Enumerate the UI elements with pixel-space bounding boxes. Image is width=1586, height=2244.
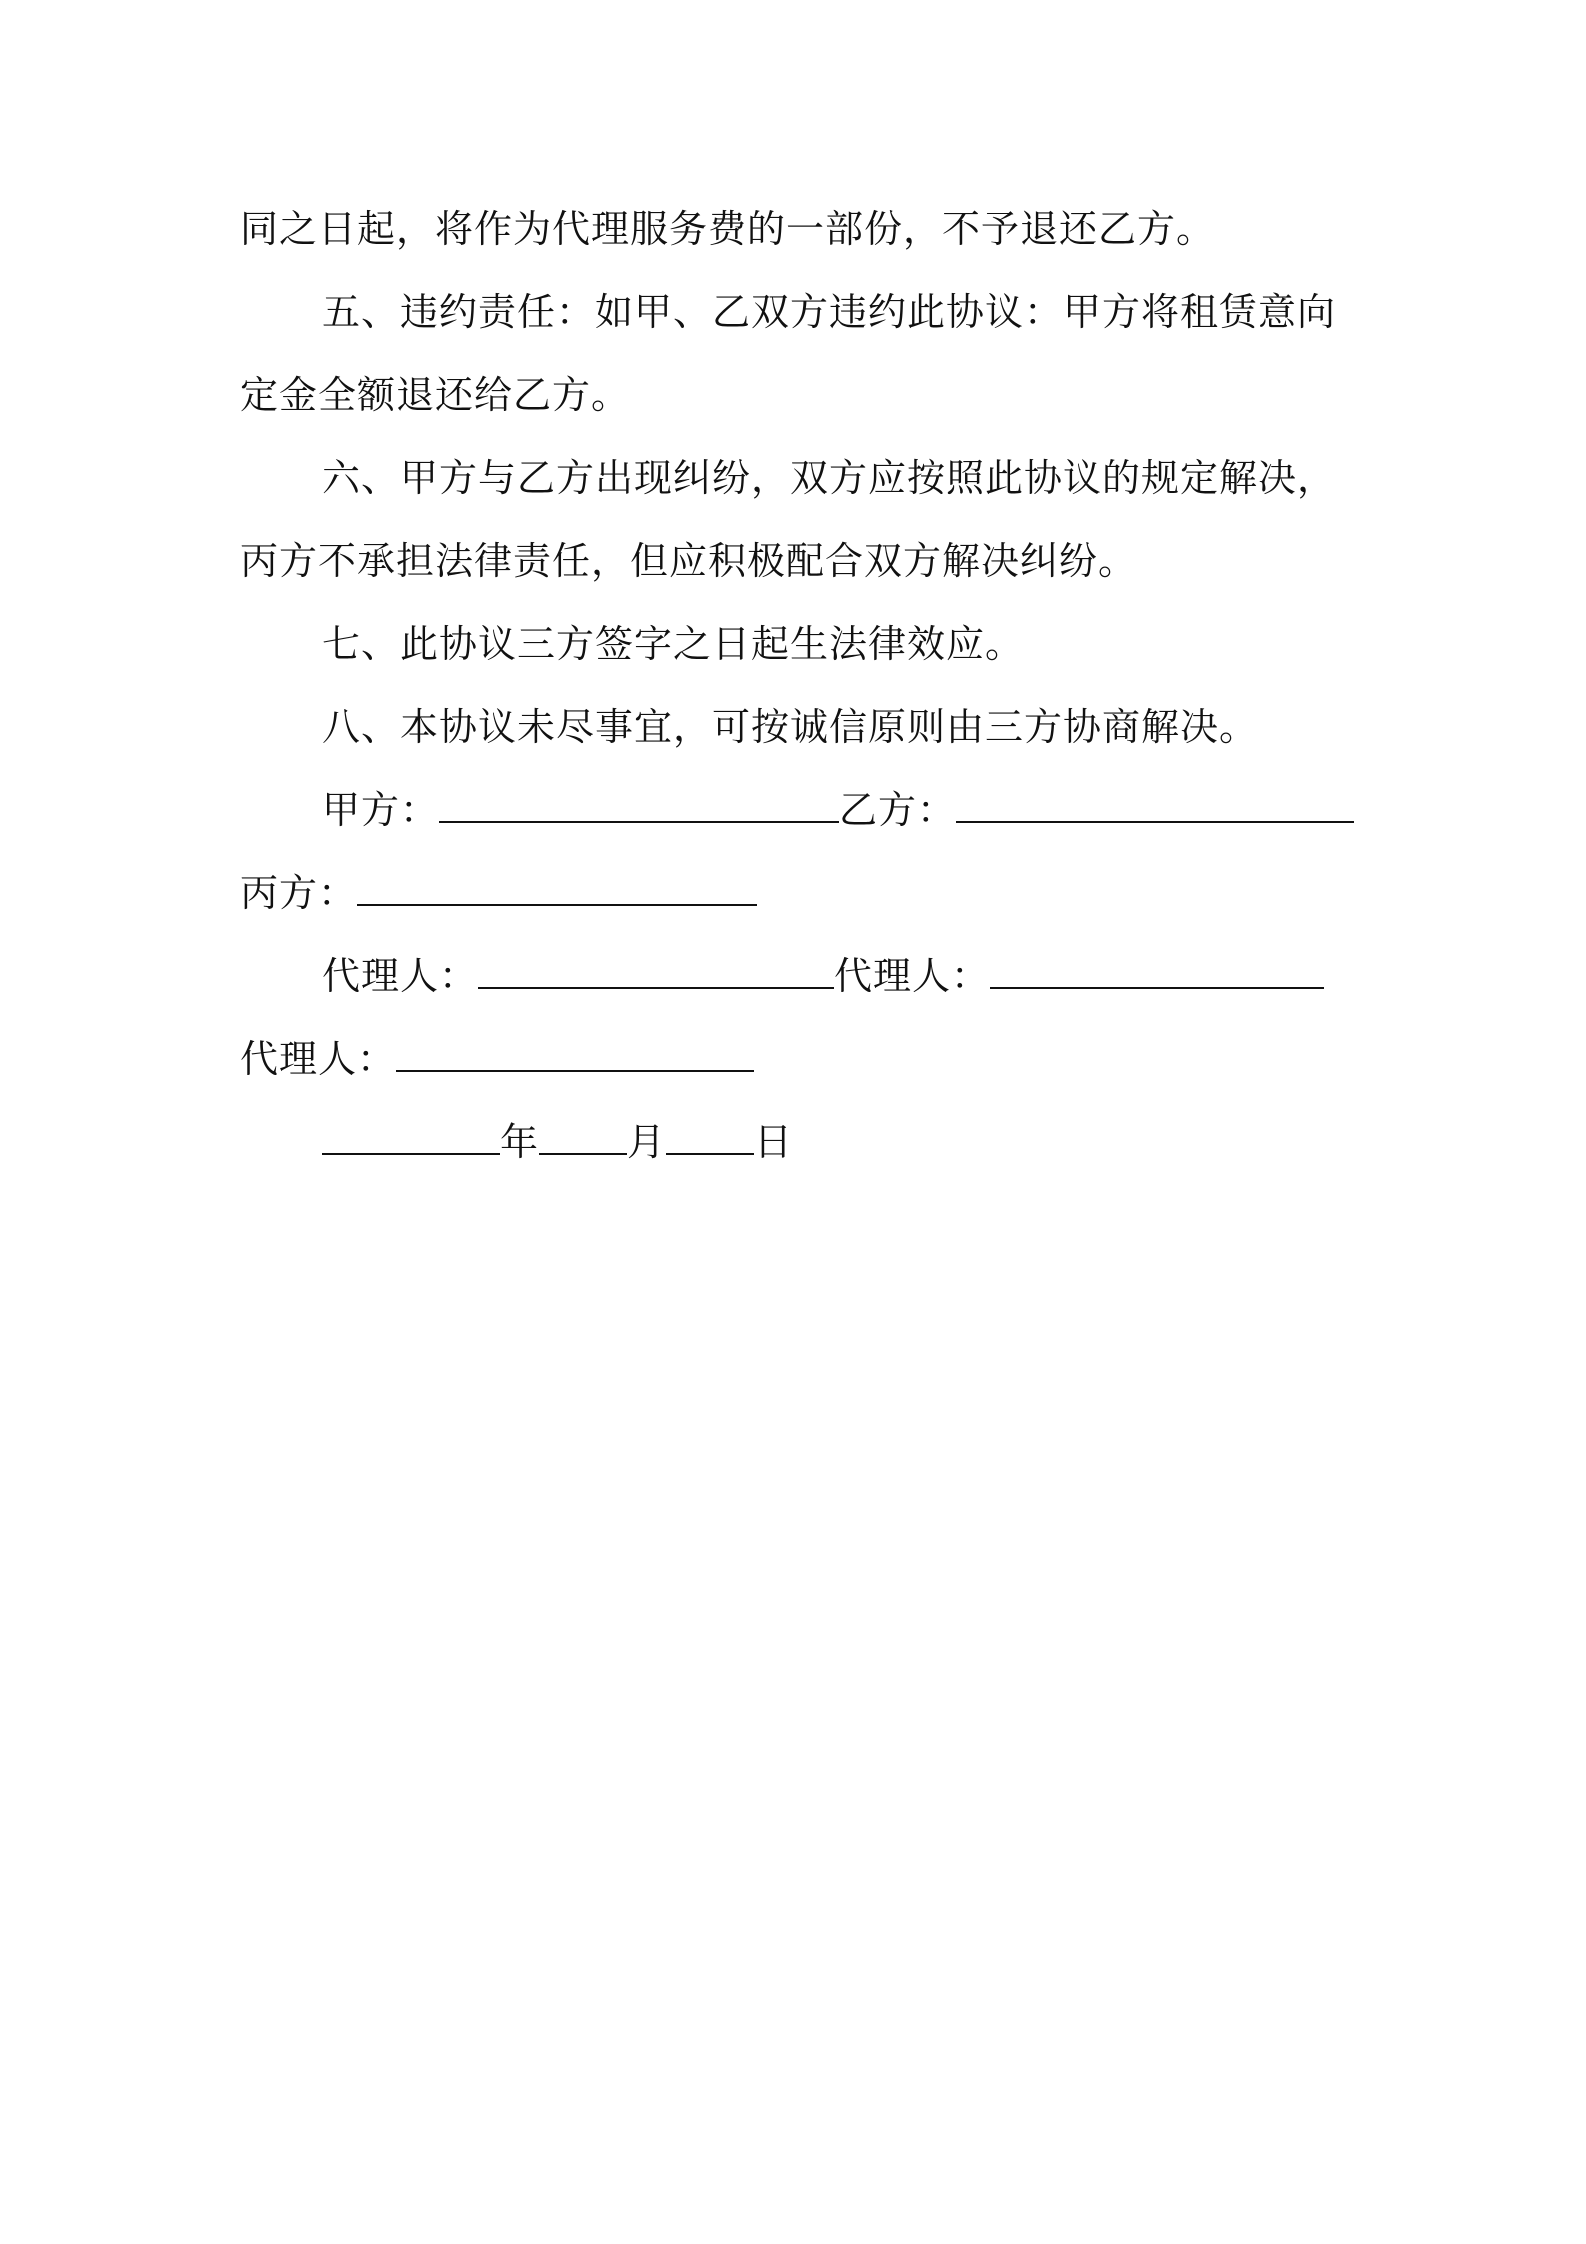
paragraph-line-2: 五、违约责任：如甲、乙双方违约此协议：甲方将租赁意向 [322, 290, 1337, 334]
agent-2-label: 代理人： [834, 954, 991, 998]
month-label: 月 [627, 1120, 667, 1164]
agent-3-signature-blank[interactable] [396, 1036, 754, 1072]
party-c-label: 丙方： [240, 871, 358, 915]
party-a-signature-blank[interactable] [439, 787, 839, 823]
paragraph-line-4: 六、甲方与乙方出现纠纷，双方应按照此协议的规定解决， [322, 456, 1337, 500]
paragraph-line-3: 定金全额退还给乙方。 [240, 373, 631, 417]
paragraph-line-5: 丙方不承担法律责任，但应积极配合双方解决纠纷。 [240, 539, 1138, 583]
paragraph-line-6: 七、此协议三方签字之日起生法律效应。 [322, 622, 1025, 666]
paragraph-line-1: 同之日起，将作为代理服务费的一部份，不予退还乙方。 [240, 207, 1216, 251]
date-row [322, 1118, 793, 1166]
party-a-label: 甲方： [322, 788, 440, 832]
signature-row-agent-3 [240, 1035, 754, 1083]
day-label: 日 [754, 1120, 794, 1164]
agent-2-signature-blank[interactable] [990, 953, 1324, 989]
agent-3-label: 代理人： [240, 1037, 397, 1081]
signature-row-agents-12 [322, 952, 1324, 1000]
signature-row-party-ab [322, 786, 1354, 834]
party-b-signature-blank[interactable] [956, 787, 1354, 823]
party-b-label: 乙方： [839, 788, 957, 832]
paragraph-line-7: 八、本协议未尽事宜，可按诚信原则由三方协商解决。 [322, 705, 1259, 749]
agent-1-signature-blank[interactable] [478, 953, 834, 989]
agent-1-label: 代理人： [322, 954, 479, 998]
month-blank[interactable] [539, 1119, 627, 1155]
day-blank[interactable] [666, 1119, 754, 1155]
party-c-signature-blank[interactable] [357, 870, 757, 906]
year-blank[interactable] [322, 1119, 500, 1155]
signature-row-party-c [240, 869, 757, 917]
year-label: 年 [500, 1120, 540, 1164]
